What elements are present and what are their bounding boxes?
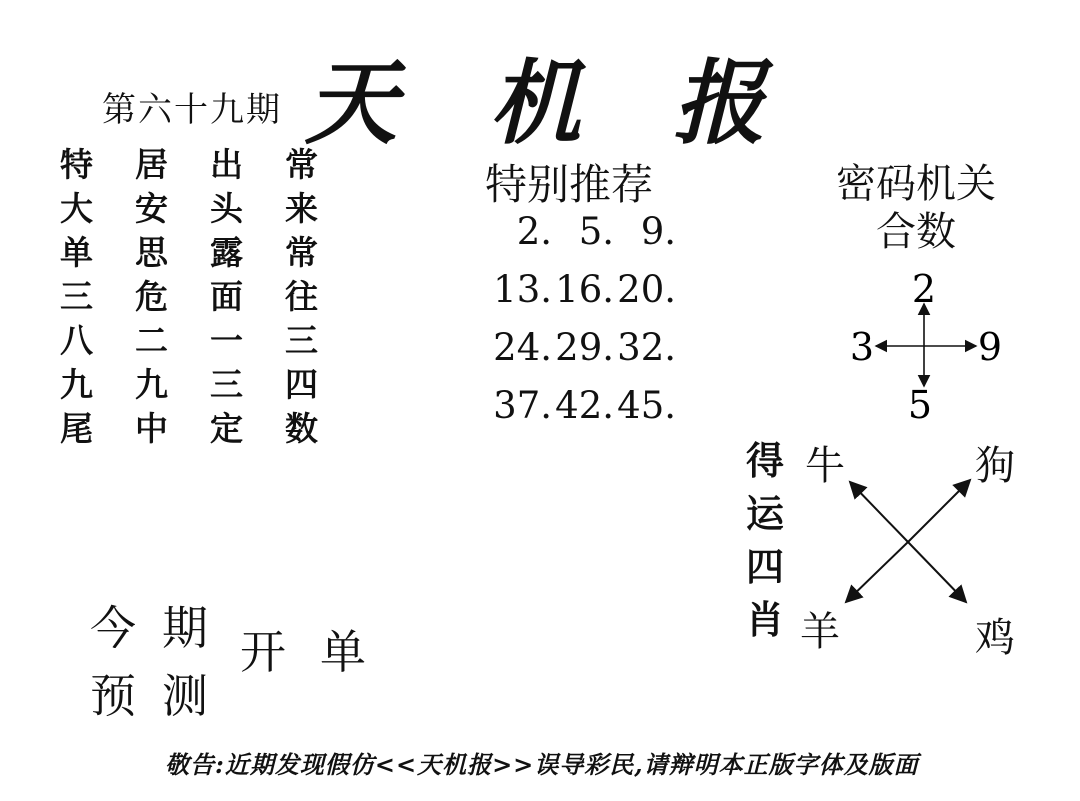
title-char-1: 天 [305, 49, 398, 157]
grid-cell: 面 [210, 277, 243, 316]
grid-cell: 数 [285, 409, 318, 448]
recommend-row [490, 384, 676, 442]
grid-cell: 一 [210, 321, 243, 360]
arrow-diagonal-1 [850, 482, 908, 542]
lucky-label [745, 434, 785, 646]
password-left: 3 [849, 325, 875, 369]
recommend-row [490, 210, 676, 268]
recommend-number: 32. [617, 326, 676, 369]
grid-cell: 头 [210, 189, 243, 228]
recommend-row [490, 326, 676, 384]
grid-cell: 二 [135, 321, 168, 360]
recommend-numbers [490, 210, 676, 442]
arrow-diagonal-2 [908, 480, 970, 542]
grid-cell: 三 [60, 277, 93, 316]
recommend-number: 9. [640, 210, 676, 253]
animal-rooster: 鸡 [975, 615, 1015, 661]
recommend-number: 20. [617, 268, 676, 311]
zodiac-cross-arrows [800, 430, 1040, 660]
recommend-number: 45. [617, 384, 676, 427]
password-top: 2 [911, 268, 937, 311]
grid-cell: 往 [285, 277, 318, 316]
title-char-3: 报 [672, 49, 765, 157]
recommend-number: 37. [493, 384, 552, 427]
forecast-char: 测 [162, 669, 208, 723]
recommend-row [490, 268, 676, 326]
grid-cell: 三 [210, 365, 243, 404]
grid-cell: 来 [285, 189, 318, 228]
password-cross-diagram [840, 268, 1020, 428]
grid-cell: 危 [135, 277, 168, 316]
grid-cell: 特 [60, 145, 93, 184]
grid-cell: 单 [60, 233, 93, 272]
title-char-2: 机 [488, 49, 581, 157]
arrow-diagonal-2b [846, 542, 908, 602]
anti-counterfeit-notice: 敬告:近期发现假仿<<天机报>>误导彩民,请辩明本正版字体及版面 [165, 750, 919, 779]
lucky-label-char: 运 [745, 491, 784, 536]
lucky-label-char: 肖 [745, 597, 784, 642]
grid-cell: 安 [135, 189, 168, 228]
animal-dog: 狗 [975, 443, 1015, 489]
forecast-char: 预 [90, 669, 136, 723]
grid-cell: 常 [285, 233, 318, 272]
grid-cell: 八 [60, 321, 93, 360]
newspaper-title [305, 30, 765, 162]
password-bottom: 5 [907, 383, 933, 427]
verse-grid [60, 145, 360, 449]
grid-cell: 露 [210, 233, 243, 272]
lucky-label-char: 四 [745, 544, 784, 589]
forecast-char: 期 [162, 601, 208, 655]
grid-cell: 九 [60, 365, 93, 404]
forecast-char: 今 [90, 601, 136, 655]
grid-cell: 思 [135, 233, 168, 272]
recommend-number: 2. [516, 210, 552, 253]
password-right: 9 [977, 325, 1003, 369]
lucky-label-char: 得 [745, 438, 784, 483]
forecast-open-char: 单 [320, 625, 366, 679]
grid-cell: 常 [285, 145, 318, 184]
password-title-line2: 合数 [876, 209, 956, 255]
recommend-title: 特别推荐 [485, 160, 654, 209]
animal-sheep: 羊 [800, 609, 840, 655]
grid-cell: 居 [135, 145, 168, 184]
grid-cell: 尾 [60, 409, 93, 448]
grid-cell: 四 [285, 365, 318, 404]
issue-number: 第六十九期 [102, 90, 282, 130]
recommend-number: 16. [555, 268, 614, 311]
password-title [826, 160, 1006, 256]
password-title-line1: 密码机关 [836, 161, 996, 207]
grid-cell: 大 [60, 189, 93, 228]
forecast-open-char: 开 [240, 625, 286, 679]
arrow-diagonal-1b [908, 542, 966, 602]
animal-ox: 牛 [805, 443, 845, 489]
recommend-number: 13. [493, 268, 552, 311]
recommend-number: 24. [493, 326, 552, 369]
grid-cell: 九 [135, 365, 168, 404]
recommend-number: 29. [555, 326, 614, 369]
grid-cell: 出 [210, 145, 243, 184]
recommend-number: 42. [555, 384, 614, 427]
grid-cell: 定 [210, 409, 243, 448]
grid-cell: 三 [285, 321, 318, 360]
grid-cell: 中 [135, 409, 168, 448]
recommend-number: 5. [578, 210, 614, 253]
